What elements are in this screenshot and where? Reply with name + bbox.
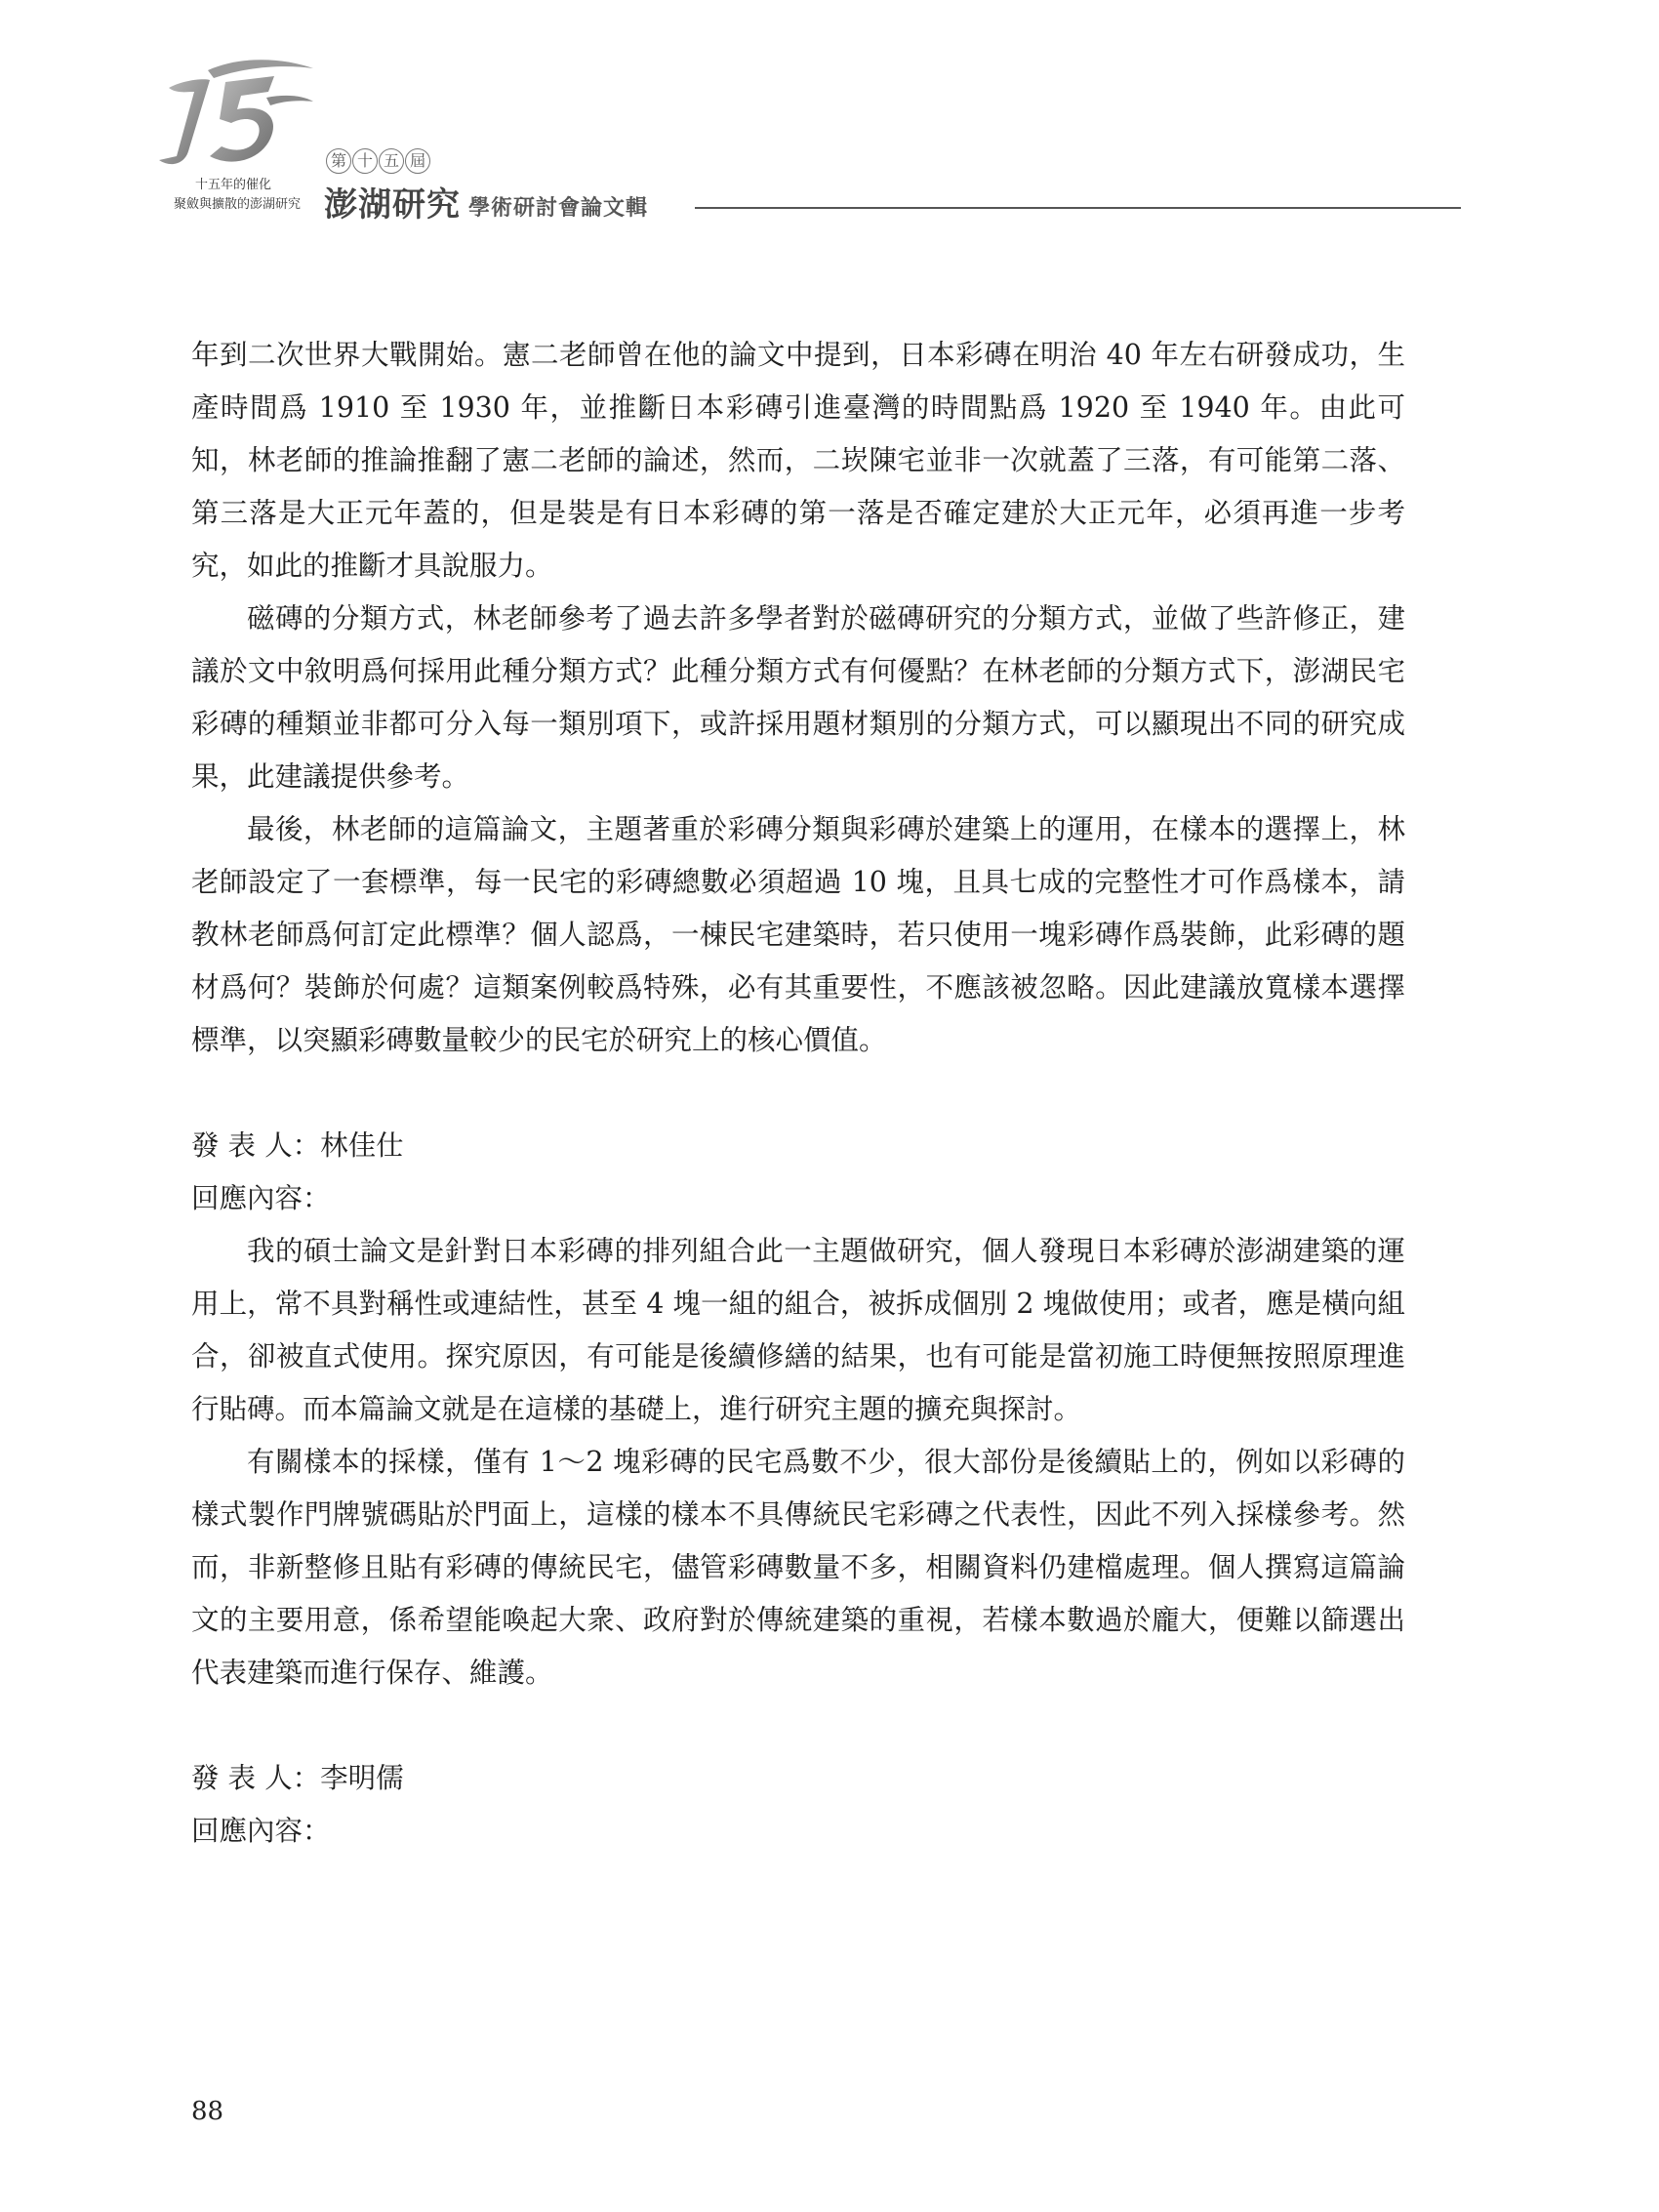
speaker-name: 林佳仕	[320, 1129, 404, 1162]
paragraph: 最後，林老師的這篇論文，主題著重於彩磚分類與彩磚於建築上的運用，在樣本的選擇上，林老師設定了一套標準，每一民宅的彩磚總數必須超過 10 塊，且具七成的完整性才可作爲樣本，請教林老師爲何訂定此標準？個人認爲，一棟民宅建築時，若只使用一塊彩磚作爲裝飾，此彩磚的題材爲何？裝飾於何處？這類案例較爲特殊，必有其重要性，不應該被忽略。因此建議放寬樣本選擇標準，以突顯彩磚數量較少的民宅於研究上的核心價值。	[191, 813, 1405, 1056]
edition-badge	[326, 148, 431, 174]
logo-caption-line1: 十五年的催化	[194, 178, 271, 192]
header-divider	[695, 207, 1461, 209]
edition-char: 第	[326, 148, 351, 174]
response-label: 回應內容：	[191, 1815, 331, 1847]
speaker-label: 發 表 人：	[191, 1762, 321, 1794]
journal-title: 澎湖研究	[324, 185, 461, 225]
conference-logo	[115, 59, 310, 215]
journal-subtitle: 學術研討會論文輯	[468, 196, 649, 221]
fifteen-logo-icon	[149, 59, 315, 181]
paragraph: 磁磚的分類方式，林老師參考了過去許多學者對於磁磚研究的分類方式，並做了些許修正，建議於文中敘明爲何採用此種分類方式？此種分類方式有何優點？在林老師的分類方式下，澎湖民宅彩磚的種類並非都可分入每一類別項下，或許採用題材類別的分類方式，可以顯現出不同的研究成果，此建議提供參考。	[191, 602, 1405, 793]
speaker-line	[191, 1752, 1405, 1805]
speaker-label: 發 表 人：	[191, 1129, 321, 1162]
paragraph: 我的碩士論文是針對日本彩磚的排列組合此一主題做研究，個人發現日本彩磚於澎湖建築的運用上，常不具對稱性或連結性，甚至 4 塊一組的組合，被拆成個別 2 塊做使用；或者，應是橫向組合，卻被直式使用。探究原因，有可能是後續修繕的結果，也有可能是當初施工時便無按照原理進行貼磚。而本篇論文就是在這樣的基礎上，進行研究主題的擴充與探討。	[191, 1235, 1405, 1425]
speaker-line	[191, 1120, 1405, 1172]
paragraph: 有關樣本的採樣，僅有 1～2 塊彩磚的民宅爲數不少，很大部份是後續貼上的，例如以彩磚的樣式製作門牌號碼貼於門面上，這樣的樣本不具傳統民宅彩磚之代表性，因此不列入採樣參考。然而，非新整修且貼有彩磚的傳統民宅，儘管彩磚數量不多，相關資料仍建檔處理。個人撰寫這篇論文的主要用意，係希望能喚起大衆、政府對於傳統建築的重視，若樣本數過於龐大，便難以篩選出代表建築而進行保存、維護。	[191, 1446, 1405, 1689]
paragraph: 年到二次世界大戰開始。憲二老師曾在他的論文中提到，日本彩磚在明治 40 年左右研發成功，生產時間爲 1910 至 1930 年，並推斷日本彩磚引進臺灣的時間點爲 1920 至 1940 年。由此可知，林老師的推論推翻了憲二老師的論述，然而，二崁陳宅並非一次就蓋了三落，有可能第二落、第三落是大正元年蓋的，但是裝是有日本彩磚的第一落是否確定建於大正元年，必須再進一步考究，如此的推斷才具說服力。	[191, 339, 1405, 582]
page-number: 88	[191, 2097, 224, 2126]
edition-char: 十	[352, 148, 378, 174]
edition-char: 屆	[405, 148, 430, 174]
speaker-name: 李明儒	[320, 1762, 404, 1794]
article-body	[191, 329, 1405, 1858]
logo-caption-line2: 聚斂與擴散的澎湖研究	[173, 197, 301, 212]
edition-char: 五	[379, 148, 404, 174]
spacer	[191, 1700, 1405, 1752]
spacer	[191, 1067, 1405, 1120]
response-label: 回應內容：	[191, 1182, 331, 1214]
